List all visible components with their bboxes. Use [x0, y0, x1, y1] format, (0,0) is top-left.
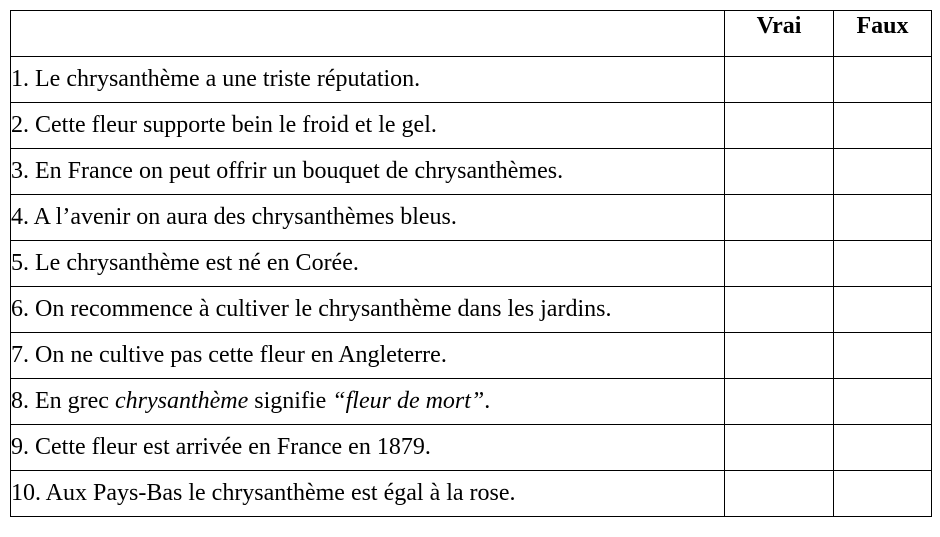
statement-7: 7. On ne cultive pas cette fleur en Angleterre. — [11, 333, 725, 379]
table-row — [11, 241, 932, 287]
faux-cell-4[interactable] — [834, 195, 932, 241]
faux-cell-8[interactable] — [834, 379, 932, 425]
table-row — [11, 57, 932, 103]
statement-8-quote: “fleur de mort” — [332, 388, 485, 414]
table-row — [11, 149, 932, 195]
faux-cell-5[interactable] — [834, 241, 932, 287]
faux-cell-9[interactable] — [834, 425, 932, 471]
vrai-cell-9[interactable] — [725, 425, 834, 471]
faux-cell-10[interactable] — [834, 471, 932, 517]
header-faux: Faux — [834, 11, 932, 57]
statement-8-period: . — [484, 388, 491, 414]
table-row — [11, 379, 932, 425]
faux-cell-7[interactable] — [834, 333, 932, 379]
faux-cell-3[interactable] — [834, 149, 932, 195]
header-statement — [11, 11, 725, 57]
statement-2: 2. Cette fleur supporte bein le froid et le gel. — [11, 103, 725, 149]
vrai-cell-2[interactable] — [725, 103, 834, 149]
statement-8 — [11, 379, 725, 425]
vrai-cell-3[interactable] — [725, 149, 834, 195]
table-row — [11, 195, 932, 241]
statement-9: 9. Cette fleur est arrivée en France en 1879. — [11, 425, 725, 471]
statement-5: 5. Le chrysanthème est né en Corée. — [11, 241, 725, 287]
statement-3: 3. En France on peut offrir un bouquet de chrysanthèmes. — [11, 149, 725, 195]
vrai-cell-4[interactable] — [725, 195, 834, 241]
statement-8-part-1: 8. En grec — [11, 388, 115, 414]
table-row — [11, 471, 932, 517]
vrai-cell-6[interactable] — [725, 287, 834, 333]
faux-cell-6[interactable] — [834, 287, 932, 333]
table-row — [11, 103, 932, 149]
statement-4: 4. A l’avenir on aura des chrysanthèmes bleus. — [11, 195, 725, 241]
vrai-cell-8[interactable] — [725, 379, 834, 425]
faux-cell-1[interactable] — [834, 57, 932, 103]
vrai-cell-10[interactable] — [725, 471, 834, 517]
faux-cell-2[interactable] — [834, 103, 932, 149]
table-row — [11, 333, 932, 379]
statement-10: 10. Aux Pays-Bas le chrysanthème est égal à la rose. — [11, 471, 725, 517]
table-row — [11, 425, 932, 471]
true-false-table — [10, 10, 932, 517]
header-row — [11, 11, 932, 57]
vrai-cell-5[interactable] — [725, 241, 834, 287]
statement-8-part-3: signifie — [248, 388, 333, 414]
table-row — [11, 287, 932, 333]
header-vrai: Vrai — [725, 11, 834, 57]
vrai-cell-7[interactable] — [725, 333, 834, 379]
statement-6: 6. On recommence à cultiver le chrysanthème dans les jardins. — [11, 287, 725, 333]
statement-1: 1. Le chrysanthème a une triste réputation. — [11, 57, 725, 103]
vrai-cell-1[interactable] — [725, 57, 834, 103]
statement-8-word-chrysantheme: chrysanthème — [114, 388, 249, 414]
